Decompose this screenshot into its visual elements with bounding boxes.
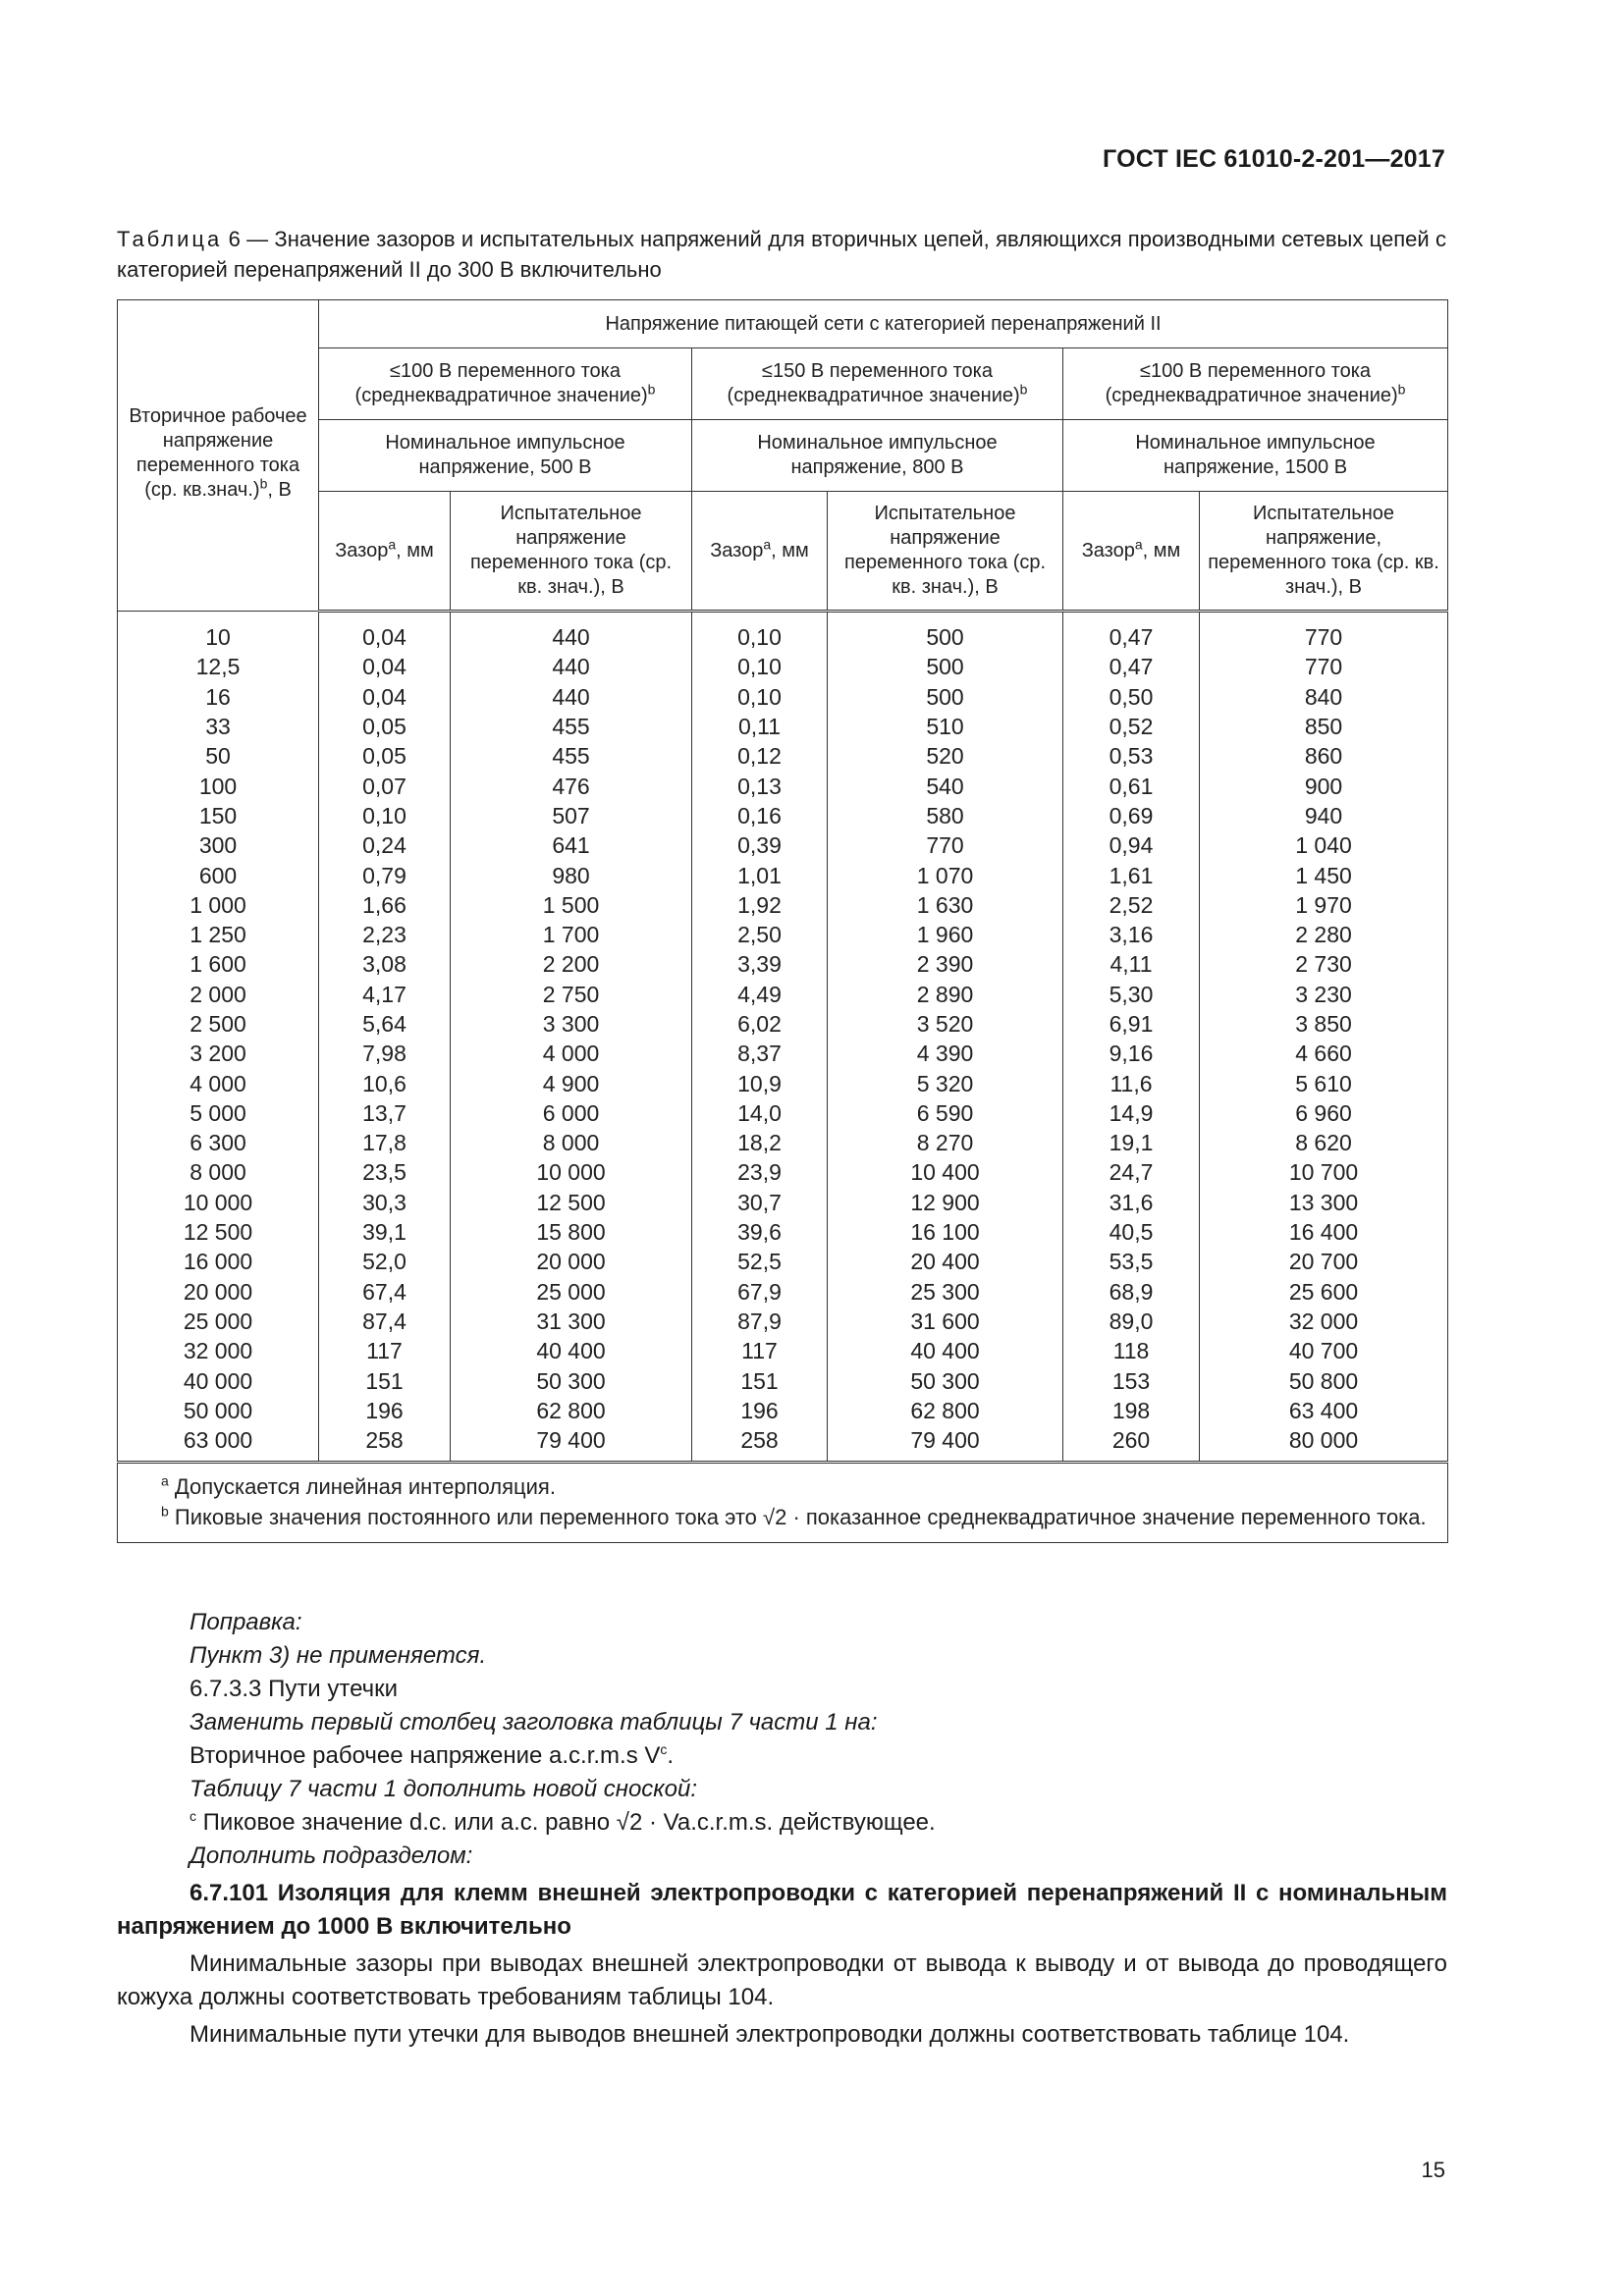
cell-secondary-voltage: 4 000 — [118, 1068, 319, 1097]
cell-clearance-1: 0,05 — [319, 712, 451, 741]
cell-clearance-1: 0,05 — [319, 741, 451, 771]
cell-clearance-1: 0,04 — [319, 652, 451, 681]
cell-test-voltage-2: 8 270 — [828, 1128, 1063, 1157]
clearance-table — [117, 299, 1448, 1543]
cell-clearance-2: 8,37 — [692, 1039, 828, 1068]
cell-clearance-3: 40,5 — [1063, 1217, 1200, 1247]
subsection-instruction: Дополнить подразделом: — [189, 1842, 473, 1869]
section-heading-6-7-101: 6.7.101 Изоляция для клемм внешней электропроводки с категорией перенапряжений II с номинальным напряжением до 1000 В включительно — [117, 1880, 1447, 1940]
cell-secondary-voltage: 33 — [118, 712, 319, 741]
cell-secondary-voltage: 12 500 — [118, 1217, 319, 1247]
cell-clearance-2: 0,16 — [692, 801, 828, 830]
cell-clearance-1: 0,07 — [319, 771, 451, 800]
cell-clearance-2: 1,92 — [692, 890, 828, 920]
cell-test-voltage-3: 63 400 — [1200, 1396, 1448, 1425]
cell-clearance-3: 153 — [1063, 1365, 1200, 1395]
cell-test-voltage-1: 31 300 — [451, 1307, 692, 1336]
cell-test-voltage-2: 79 400 — [828, 1425, 1063, 1463]
cell-secondary-voltage: 20 000 — [118, 1277, 319, 1307]
cell-test-voltage-1: 455 — [451, 712, 692, 741]
cell-clearance-2: 18,2 — [692, 1128, 828, 1157]
cell-secondary-voltage: 50 — [118, 741, 319, 771]
cell-clearance-2: 14,0 — [692, 1098, 828, 1128]
cell-test-voltage-3: 4 660 — [1200, 1039, 1448, 1068]
cell-secondary-voltage: 1 600 — [118, 949, 319, 979]
cell-test-voltage-2: 25 300 — [828, 1277, 1063, 1307]
cell-clearance-3: 0,53 — [1063, 741, 1200, 771]
cell-clearance-1: 258 — [319, 1425, 451, 1463]
cell-test-voltage-3: 5 610 — [1200, 1068, 1448, 1097]
cell-clearance-3: 9,16 — [1063, 1039, 1200, 1068]
cell-secondary-voltage: 10 — [118, 612, 319, 653]
cell-test-voltage-2: 40 400 — [828, 1336, 1063, 1365]
cell-test-voltage-1: 4 900 — [451, 1068, 692, 1097]
cell-clearance-2: 0,10 — [692, 612, 828, 653]
footnote-instruction: Таблицу 7 части 1 дополнить новой сноской: — [189, 1776, 697, 1802]
top-header-supply-voltage: Напряжение питающей сети с категорией перенапряжений II — [319, 300, 1448, 348]
cell-test-voltage-3: 940 — [1200, 801, 1448, 830]
cell-clearance-1: 17,8 — [319, 1128, 451, 1157]
cell-clearance-1: 0,10 — [319, 801, 451, 830]
cell-clearance-1: 196 — [319, 1396, 451, 1425]
group-1-impulse: Номинальное импульсное напряжение, 500 В — [319, 420, 692, 492]
cell-test-voltage-2: 50 300 — [828, 1365, 1063, 1395]
cell-clearance-2: 151 — [692, 1365, 828, 1395]
cell-test-voltage-2: 12 900 — [828, 1188, 1063, 1217]
cell-test-voltage-3: 8 620 — [1200, 1128, 1448, 1157]
page-number: 15 — [1421, 2158, 1445, 2182]
cell-clearance-2: 0,10 — [692, 682, 828, 712]
table-row — [118, 830, 1448, 860]
col-clearance-1: Зазор$^a$, мм — [319, 492, 451, 612]
table-row — [118, 741, 1448, 771]
cell-test-voltage-3: 50 800 — [1200, 1365, 1448, 1395]
cell-clearance-1: 5,64 — [319, 1009, 451, 1039]
cell-clearance-3: 0,69 — [1063, 801, 1200, 830]
table-row — [118, 1217, 1448, 1247]
cell-clearance-3: 4,11 — [1063, 949, 1200, 979]
cell-test-voltage-1: 2 750 — [451, 980, 692, 1009]
cell-secondary-voltage: 1 000 — [118, 890, 319, 920]
cell-test-voltage-3: 6 960 — [1200, 1098, 1448, 1128]
table-row — [118, 771, 1448, 800]
cell-clearance-2: 3,39 — [692, 949, 828, 979]
table-row — [118, 612, 1448, 653]
cell-clearance-3: 0,61 — [1063, 771, 1200, 800]
replace-instruction: Заменить первый столбец заголовка таблицы 7 части 1 на: — [189, 1709, 878, 1735]
cell-secondary-voltage: 16 — [118, 682, 319, 712]
clearance-table-container — [117, 299, 1447, 1543]
table-row — [118, 1188, 1448, 1217]
cell-clearance-2: 0,10 — [692, 652, 828, 681]
cell-clearance-3: 118 — [1063, 1336, 1200, 1365]
cell-test-voltage-2: 500 — [828, 682, 1063, 712]
cell-test-voltage-1: 3 300 — [451, 1009, 692, 1039]
cell-test-voltage-3: 770 — [1200, 652, 1448, 681]
document-id: ГОСТ IEC 61010-2-201—2017 — [1103, 145, 1445, 173]
cell-test-voltage-3: 32 000 — [1200, 1307, 1448, 1336]
cell-clearance-2: 23,9 — [692, 1157, 828, 1187]
cell-test-voltage-3: 900 — [1200, 771, 1448, 800]
cell-test-voltage-1: 455 — [451, 741, 692, 771]
cell-clearance-1: 1,66 — [319, 890, 451, 920]
table-row — [118, 1128, 1448, 1157]
cell-secondary-voltage: 10 000 — [118, 1188, 319, 1217]
cell-test-voltage-3: 25 600 — [1200, 1277, 1448, 1307]
cell-clearance-1: 10,6 — [319, 1068, 451, 1097]
amendment-item: Пункт 3) не применяется. — [189, 1642, 487, 1669]
cell-test-voltage-3: 770 — [1200, 612, 1448, 653]
cell-clearance-3: 3,16 — [1063, 920, 1200, 949]
cell-clearance-1: 151 — [319, 1365, 451, 1395]
cell-clearance-1: 0,24 — [319, 830, 451, 860]
group-3-supply: ≤100 В переменного тока (среднеквадратичное значение)$^b$ — [1063, 348, 1448, 420]
table-caption-text: 6 — Значение зазоров и испытательных напряжений для вторичных цепей, являющихся производными сетевых цепей с категорией перенапряжений II до 300 В включительно — [117, 227, 1446, 282]
cell-clearance-3: 198 — [1063, 1396, 1200, 1425]
table-row — [118, 1396, 1448, 1425]
cell-test-voltage-1: 12 500 — [451, 1188, 692, 1217]
cell-clearance-3: 24,7 — [1063, 1157, 1200, 1187]
cell-clearance-2: 258 — [692, 1425, 828, 1463]
cell-clearance-3: 260 — [1063, 1425, 1200, 1463]
table-row — [118, 1009, 1448, 1039]
table-row — [118, 1336, 1448, 1365]
cell-test-voltage-2: 3 520 — [828, 1009, 1063, 1039]
cell-test-voltage-1: 980 — [451, 860, 692, 889]
cell-test-voltage-1: 15 800 — [451, 1217, 692, 1247]
cell-clearance-1: 67,4 — [319, 1277, 451, 1307]
table-footnotes — [118, 1463, 1448, 1543]
cell-test-voltage-2: 500 — [828, 652, 1063, 681]
cell-clearance-2: 30,7 — [692, 1188, 828, 1217]
cell-clearance-2: 10,9 — [692, 1068, 828, 1097]
cell-test-voltage-1: 6 000 — [451, 1098, 692, 1128]
cell-clearance-1: 4,17 — [319, 980, 451, 1009]
table-row — [118, 652, 1448, 681]
cell-test-voltage-3: 1 970 — [1200, 890, 1448, 920]
table-row — [118, 890, 1448, 920]
cell-test-voltage-2: 16 100 — [828, 1217, 1063, 1247]
cell-secondary-voltage: 600 — [118, 860, 319, 889]
table-row — [118, 1098, 1448, 1128]
cell-test-voltage-3: 16 400 — [1200, 1217, 1448, 1247]
cell-clearance-1: 7,98 — [319, 1039, 451, 1068]
cell-secondary-voltage: 2 000 — [118, 980, 319, 1009]
table-row — [118, 980, 1448, 1009]
cell-test-voltage-2: 20 400 — [828, 1247, 1063, 1276]
col-test-voltage-1: Испытательное напряжение переменного тока (ср. кв. знач.), В — [451, 492, 692, 612]
cell-test-voltage-3: 850 — [1200, 712, 1448, 741]
cell-test-voltage-3: 3 230 — [1200, 980, 1448, 1009]
cell-clearance-3: 14,9 — [1063, 1098, 1200, 1128]
cell-test-voltage-1: 8 000 — [451, 1128, 692, 1157]
group-3-impulse: Номинальное импульсное напряжение, 1500 В — [1063, 420, 1448, 492]
cell-test-voltage-2: 770 — [828, 830, 1063, 860]
cell-clearance-2: 0,13 — [692, 771, 828, 800]
cell-secondary-voltage: 3 200 — [118, 1039, 319, 1068]
cell-clearance-2: 39,6 — [692, 1217, 828, 1247]
cell-secondary-voltage: 63 000 — [118, 1425, 319, 1463]
cell-secondary-voltage: 16 000 — [118, 1247, 319, 1276]
cell-clearance-1: 3,08 — [319, 949, 451, 979]
cell-secondary-voltage: 40 000 — [118, 1365, 319, 1395]
cell-test-voltage-1: 25 000 — [451, 1277, 692, 1307]
table-row — [118, 1307, 1448, 1336]
cell-secondary-voltage: 32 000 — [118, 1336, 319, 1365]
amendment-label: Поправка: — [189, 1609, 302, 1635]
cell-clearance-1: 117 — [319, 1336, 451, 1365]
group-2-supply: ≤150 В переменного тока (среднеквадратичное значение)$^b$ — [692, 348, 1063, 420]
cell-test-voltage-3: 860 — [1200, 741, 1448, 771]
cell-clearance-3: 0,50 — [1063, 682, 1200, 712]
cell-test-voltage-2: 580 — [828, 801, 1063, 830]
cell-clearance-1: 13,7 — [319, 1098, 451, 1128]
cell-test-voltage-3: 10 700 — [1200, 1157, 1448, 1187]
cell-test-voltage-1: 1 500 — [451, 890, 692, 920]
cell-test-voltage-3: 2 730 — [1200, 949, 1448, 979]
cell-secondary-voltage: 300 — [118, 830, 319, 860]
cell-test-voltage-3: 2 280 — [1200, 920, 1448, 949]
cell-clearance-3: 0,47 — [1063, 612, 1200, 653]
cell-test-voltage-1: 20 000 — [451, 1247, 692, 1276]
cell-clearance-2: 67,9 — [692, 1277, 828, 1307]
table-row — [118, 1365, 1448, 1395]
cell-test-voltage-2: 4 390 — [828, 1039, 1063, 1068]
cell-test-voltage-2: 510 — [828, 712, 1063, 741]
cell-test-voltage-2: 31 600 — [828, 1307, 1063, 1336]
replacement-header: Вторичное рабочее напряжение a.c.r.m.s $V^c$. — [189, 1741, 675, 1769]
new-footnote: $^c$ Пиковое значение d.c. или a.c. равно √2 · Va.c.r.m.s. действующее. — [189, 1808, 936, 1836]
cell-test-voltage-1: 62 800 — [451, 1396, 692, 1425]
cell-test-voltage-1: 476 — [451, 771, 692, 800]
cell-clearance-3: 1,61 — [1063, 860, 1200, 889]
cell-clearance-1: 39,1 — [319, 1217, 451, 1247]
cell-clearance-1: 87,4 — [319, 1307, 451, 1336]
table-row — [118, 1157, 1448, 1187]
cell-test-voltage-3: 80 000 — [1200, 1425, 1448, 1463]
cell-test-voltage-3: 13 300 — [1200, 1188, 1448, 1217]
cell-test-voltage-1: 440 — [451, 682, 692, 712]
cell-secondary-voltage: 25 000 — [118, 1307, 319, 1336]
table-row — [118, 1277, 1448, 1307]
cell-clearance-3: 0,47 — [1063, 652, 1200, 681]
cell-secondary-voltage: 150 — [118, 801, 319, 830]
cell-clearance-3: 31,6 — [1063, 1188, 1200, 1217]
cell-secondary-voltage: 5 000 — [118, 1098, 319, 1128]
cell-secondary-voltage: 2 500 — [118, 1009, 319, 1039]
cell-clearance-2: 0,11 — [692, 712, 828, 741]
cell-test-voltage-1: 440 — [451, 612, 692, 653]
cell-clearance-1: 52,0 — [319, 1247, 451, 1276]
group-2-impulse: Номинальное импульсное напряжение, 800 В — [692, 420, 1063, 492]
table-caption-label: Таблица — [117, 227, 223, 251]
table-row — [118, 801, 1448, 830]
cell-test-voltage-2: 1 630 — [828, 890, 1063, 920]
body-text — [117, 1606, 1447, 2052]
cell-test-voltage-2: 540 — [828, 771, 1063, 800]
cell-test-voltage-2: 1 960 — [828, 920, 1063, 949]
paragraph-clearances: Минимальные зазоры при выводах внешней электропроводки от вывода к выводу и от вывода до проводящего кожуха должны соответствовать требованиям таблицы 104. — [117, 1950, 1447, 2010]
cell-test-voltage-2: 2 890 — [828, 980, 1063, 1009]
cell-clearance-3: 6,91 — [1063, 1009, 1200, 1039]
cell-test-voltage-1: 4 000 — [451, 1039, 692, 1068]
cell-test-voltage-3: 1 450 — [1200, 860, 1448, 889]
cell-secondary-voltage: 1 250 — [118, 920, 319, 949]
cell-clearance-3: 11,6 — [1063, 1068, 1200, 1097]
cell-test-voltage-1: 79 400 — [451, 1425, 692, 1463]
cell-test-voltage-2: 1 070 — [828, 860, 1063, 889]
cell-secondary-voltage: 50 000 — [118, 1396, 319, 1425]
table-caption — [117, 224, 1446, 285]
cell-test-voltage-1: 40 400 — [451, 1336, 692, 1365]
col-clearance-2: Зазор$^a$, мм — [692, 492, 828, 612]
group-1-supply: ≤100 В переменного тока (среднеквадратичное значение)$^b$ — [319, 348, 692, 420]
cell-secondary-voltage: 8 000 — [118, 1157, 319, 1187]
cell-test-voltage-1: 50 300 — [451, 1365, 692, 1395]
cell-test-voltage-2: 5 320 — [828, 1068, 1063, 1097]
table-row — [118, 1247, 1448, 1276]
col-test-voltage-2: Испытательное напряжение переменного тока (ср. кв. знач.), В — [828, 492, 1063, 612]
row-header-secondary-voltage: Вторичное рабочее напряжение переменного тока (ср. кв.знач.)$^b$, В — [118, 300, 319, 612]
footnote-b: $^b$ Пиковые значения постоянного или переменного тока это √2 · показанное среднеквадратичное значение переменного тока. — [161, 1503, 1427, 1530]
cell-clearance-3: 0,94 — [1063, 830, 1200, 860]
cell-clearance-2: 1,01 — [692, 860, 828, 889]
cell-test-voltage-3: 3 850 — [1200, 1009, 1448, 1039]
cell-test-voltage-1: 641 — [451, 830, 692, 860]
table-row — [118, 1039, 1448, 1068]
cell-test-voltage-1: 10 000 — [451, 1157, 692, 1187]
table-row — [118, 860, 1448, 889]
cell-test-voltage-1: 1 700 — [451, 920, 692, 949]
cell-clearance-2: 4,49 — [692, 980, 828, 1009]
cell-clearance-2: 0,39 — [692, 830, 828, 860]
table-row — [118, 949, 1448, 979]
cell-clearance-3: 19,1 — [1063, 1128, 1200, 1157]
cell-clearance-2: 196 — [692, 1396, 828, 1425]
cell-test-voltage-3: 840 — [1200, 682, 1448, 712]
cell-test-voltage-1: 2 200 — [451, 949, 692, 979]
cell-secondary-voltage: 6 300 — [118, 1128, 319, 1157]
footnote-a: $^a$ Допускается линейная интерполяция. — [161, 1472, 556, 1500]
cell-clearance-2: 52,5 — [692, 1247, 828, 1276]
cell-clearance-1: 0,04 — [319, 682, 451, 712]
table-row — [118, 682, 1448, 712]
cell-clearance-1: 0,04 — [319, 612, 451, 653]
table-row — [118, 1425, 1448, 1463]
cell-test-voltage-2: 10 400 — [828, 1157, 1063, 1187]
cell-test-voltage-2: 6 590 — [828, 1098, 1063, 1128]
cell-test-voltage-2: 2 390 — [828, 949, 1063, 979]
cell-secondary-voltage: 100 — [118, 771, 319, 800]
cell-test-voltage-2: 520 — [828, 741, 1063, 771]
table-row — [118, 920, 1448, 949]
cell-clearance-1: 0,79 — [319, 860, 451, 889]
cell-secondary-voltage: 12,5 — [118, 652, 319, 681]
cell-clearance-2: 87,9 — [692, 1307, 828, 1336]
col-clearance-3: Зазор$^a$, мм — [1063, 492, 1200, 612]
table-row — [118, 712, 1448, 741]
cell-clearance-3: 2,52 — [1063, 890, 1200, 920]
cell-test-voltage-1: 507 — [451, 801, 692, 830]
section-6-7-3-3: 6.7.3.3 Пути утечки — [189, 1676, 399, 1702]
col-test-voltage-3: Испытательное напряжение, переменного тока (ср. кв. знач.), В — [1200, 492, 1448, 612]
cell-test-voltage-1: 440 — [451, 652, 692, 681]
cell-clearance-3: 89,0 — [1063, 1307, 1200, 1336]
table-row — [118, 1068, 1448, 1097]
cell-clearance-1: 2,23 — [319, 920, 451, 949]
cell-test-voltage-2: 500 — [828, 612, 1063, 653]
table-body — [118, 612, 1448, 1463]
cell-test-voltage-3: 20 700 — [1200, 1247, 1448, 1276]
cell-clearance-2: 6,02 — [692, 1009, 828, 1039]
cell-test-voltage-3: 1 040 — [1200, 830, 1448, 860]
cell-clearance-3: 0,52 — [1063, 712, 1200, 741]
cell-clearance-2: 117 — [692, 1336, 828, 1365]
cell-clearance-1: 23,5 — [319, 1157, 451, 1187]
cell-clearance-3: 68,9 — [1063, 1277, 1200, 1307]
cell-clearance-2: 2,50 — [692, 920, 828, 949]
cell-test-voltage-2: 62 800 — [828, 1396, 1063, 1425]
cell-clearance-2: 0,12 — [692, 741, 828, 771]
cell-test-voltage-3: 40 700 — [1200, 1336, 1448, 1365]
cell-clearance-1: 30,3 — [319, 1188, 451, 1217]
cell-clearance-3: 53,5 — [1063, 1247, 1200, 1276]
cell-clearance-3: 5,30 — [1063, 980, 1200, 1009]
paragraph-creepage: Минимальные пути утечки для выводов внешней электропроводки должны соответствовать таблице 104. — [189, 2021, 1350, 2048]
